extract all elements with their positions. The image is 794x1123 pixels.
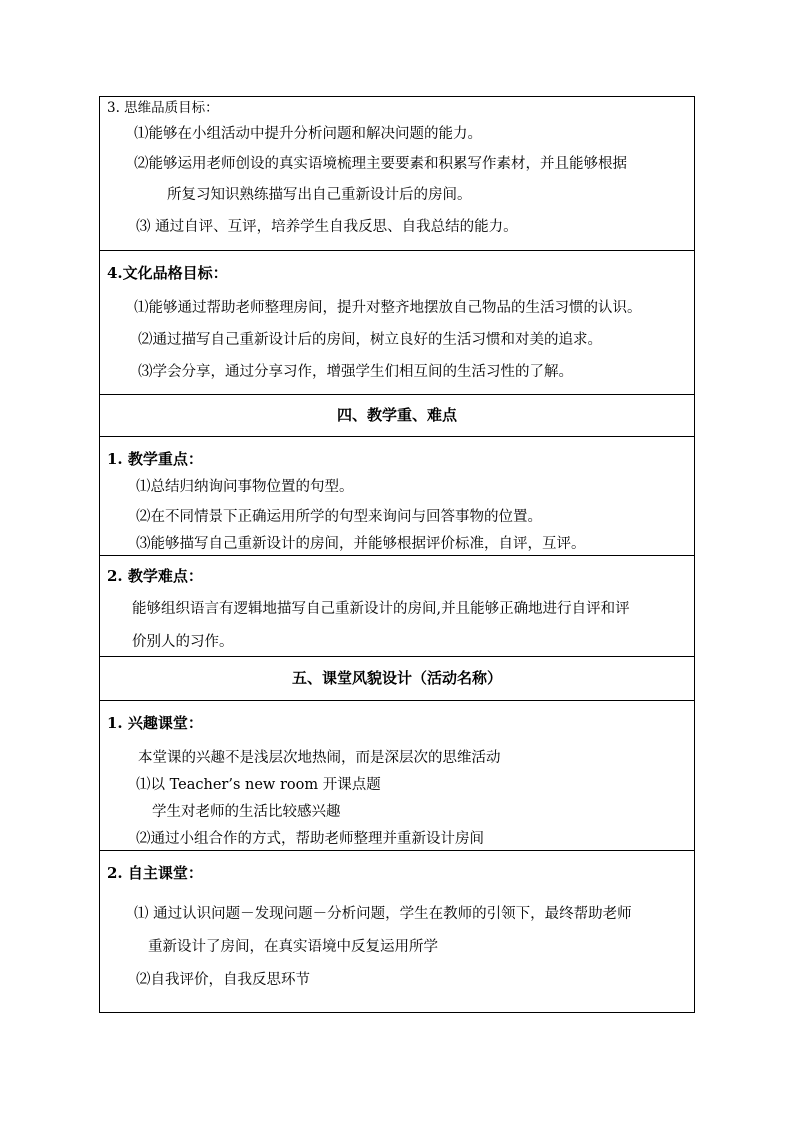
cultural-character-item-1: ⑴能够通过帮助老师整理房间，提升对整齐地摆放自己物品的生活习惯的认识。 (134, 300, 642, 316)
cultural-character-item-3: ⑶学会分享，通过分享习作，增强学生们相互间的生活习性的了解。 (138, 364, 573, 380)
thinking-quality-heading: 3. 思维品质目标： (107, 100, 219, 116)
row-thinking-quality (100, 97, 695, 251)
key-points-heading: 1. 教学重点： (107, 450, 203, 468)
key-points-item-2: ⑵在不同情景下正确运用所学的句型来询问与回答事物的位置。 (136, 509, 542, 525)
autonomous-class-item-1: ⑴ 通过认识问题－发现问题－分析问题，学生在教师的引领下，最终帮助老师 (134, 906, 632, 922)
key-points-item-1: ⑴总结归纳询问事物位置的句型。 (136, 479, 354, 495)
key-points-item-3: ⑶能够描写自己重新设计的房间，并能够根据评价标准，自评，互评。 (136, 536, 586, 552)
interest-class-heading: 1. 兴趣课堂： (107, 714, 203, 732)
interest-class-item-1: 本堂课的兴趣不是浅层次地热闹，而是深层次的思维活动 (138, 750, 501, 766)
row-part4-title (100, 395, 695, 437)
thinking-quality-item-2-cont: 所复习知识熟练描写出自己重新设计后的房间。 (167, 187, 472, 203)
row-difficult-points (100, 556, 695, 657)
thinking-quality-item-1: ⑴能够在小组活动中提升分析问题和解决问题的能力。 (134, 126, 482, 142)
part5-title: 五、课堂风貌设计（活动名称） (291, 669, 502, 687)
interest-class-item-3: ⑵通过小组合作的方式，帮助老师整理并重新设计房间 (136, 831, 484, 847)
row-key-points (100, 437, 695, 556)
difficult-points-heading: 2. 教学难点： (107, 567, 203, 585)
difficult-points-item-2: 价别人的习作。 (132, 634, 234, 650)
thinking-quality-item-3: ⑶ 通过自评、互评，培养学生自我反思、自我总结的能力。 (136, 219, 518, 235)
interest-class-item-2-cont: 学生对老师的生活比较感兴趣 (152, 804, 341, 820)
interest-class-item-2: ⑴以 Teacher’s new room 开课点题 (136, 777, 381, 793)
autonomous-class-item-2: ⑵自我评价，自我反思环节 (136, 972, 310, 988)
row-cultural-character (100, 251, 695, 395)
cultural-character-heading: 4.文化品格目标： (107, 264, 228, 282)
row-autonomous-class (100, 851, 695, 1013)
difficult-points-item-1: 能够组织语言有逻辑地描写自己重新设计的房间,并且能够正确地进行自评和评 (132, 601, 630, 617)
row-interest-class (100, 701, 695, 851)
part4-title: 四、教学重、难点 (336, 406, 457, 424)
autonomous-class-heading: 2. 自主课堂： (107, 864, 203, 882)
cultural-character-item-2: ⑵通过描写自己重新设计后的房间，树立良好的生活习惯和对美的追求。 (138, 332, 602, 348)
thinking-quality-item-2: ⑵能够运用老师创设的真实语境梳理主要要素和积累写作素材，并且能够根据 (134, 156, 627, 172)
lesson-plan-table (99, 96, 695, 1013)
autonomous-class-item-1-cont: 重新设计了房间，在真实语境中反复运用所学 (148, 939, 438, 955)
row-part5-title (100, 657, 695, 701)
